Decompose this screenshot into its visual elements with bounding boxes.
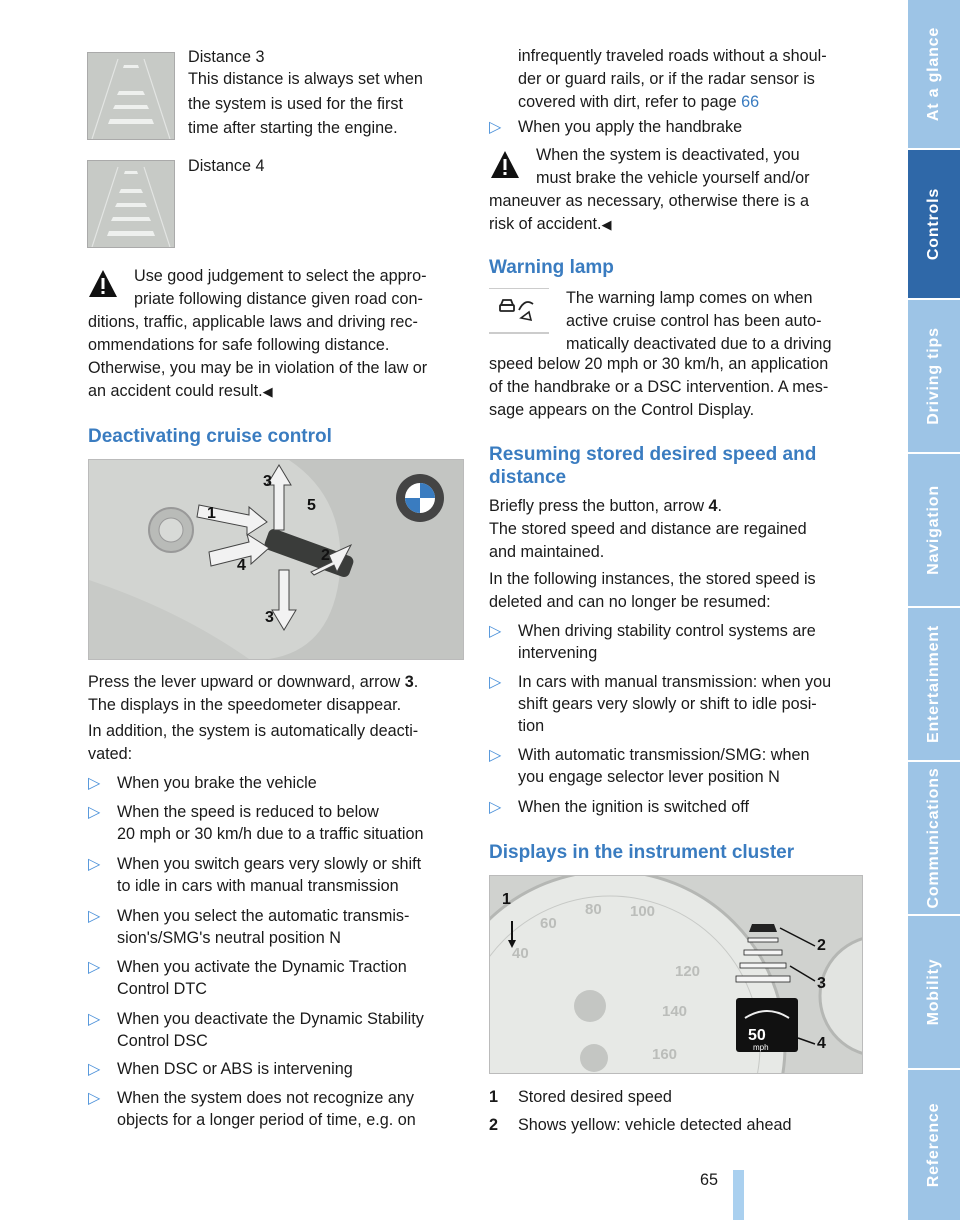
- list-item: ▷ When the system does not recognize any objects for a longer period of time, e.g. on: [88, 1089, 416, 1129]
- sidebar-tab-navigation[interactable]: Navigation: [908, 454, 960, 608]
- list-item: ▷ When you switch gears very slowly or shift to idle in cars with manual transmission: [88, 855, 422, 895]
- list-item: ▷ When you brake the vehicle: [88, 774, 317, 792]
- lever-label-3-bottom: 3: [265, 609, 274, 626]
- end-mark-icon: ◀: [262, 384, 273, 399]
- sidebar-tab-driving-tips[interactable]: Driving tips: [908, 300, 960, 454]
- warning1-line-5: Otherwise, you may be in violation of the law or: [88, 359, 428, 377]
- distance-3-desc-3: time after starting the engine.: [188, 119, 398, 137]
- displays-disappear-line: The displays in the speedometer disappear.: [88, 696, 402, 714]
- warning1-line-1: Use good judgement to select the appro-: [134, 267, 427, 285]
- cluster-label-4: 4: [817, 1035, 826, 1052]
- resume-p3-2: deleted and can no longer be resumed:: [489, 593, 771, 611]
- resume-p2-1: The stored speed and distance are regained: [489, 520, 807, 538]
- bullet-arrow-icon: ▷: [489, 798, 502, 816]
- warning2-line-3: maneuver as necessary, otherwise there is a: [489, 192, 810, 210]
- legend-item-1: 1: [489, 1088, 499, 1106]
- bullet-arrow-icon: ▷: [88, 803, 101, 821]
- warning1-line-4: ommendations for safe following distance.: [88, 336, 390, 354]
- cluster-speed: 50: [748, 1027, 766, 1044]
- distance-bars-icon: [88, 161, 174, 247]
- sidebar-tab-reference[interactable]: Reference: [908, 1070, 960, 1222]
- resume-p3-1: In the following instances, the stored speed is: [489, 570, 816, 588]
- page-number-bar: [733, 1170, 744, 1220]
- cluster-tick: 40: [512, 945, 529, 962]
- bullet-arrow-icon: ▷: [489, 746, 502, 764]
- addition-line-1: In addition, the system is automatically deacti-: [88, 722, 419, 740]
- list-item: ▷ When you select the automatic transmis- sion's/SMG's neutral position N: [88, 907, 410, 947]
- bullet-arrow-icon: ▷: [88, 774, 101, 792]
- warning-icon: [87, 267, 119, 301]
- cluster-tick: 60: [540, 915, 557, 932]
- warning1-line-2: priate following distance given road con-: [134, 290, 423, 308]
- legend-text-1: Stored desired speed: [518, 1088, 672, 1106]
- cluster-tick: 140: [662, 1003, 688, 1020]
- legend-text-2: Shows yellow: vehicle detected ahead: [518, 1116, 792, 1134]
- cluster-tick: 120: [675, 963, 701, 980]
- cluster-unit: mph: [753, 1043, 769, 1052]
- bullet-arrow-icon: ▷: [88, 1060, 101, 1078]
- bullet-arrow-icon: ▷: [489, 118, 502, 136]
- distance-3-desc-1: This distance is always set when: [188, 70, 423, 88]
- sidebar-tab-at-a-glance[interactable]: At a glance: [908, 0, 960, 150]
- warning1-line-6: an accident could result.◀: [88, 382, 273, 400]
- warning-lamp-heading: Warning lamp: [489, 257, 614, 278]
- bullet-arrow-icon: ▷: [88, 1010, 101, 1028]
- cluster-tick: 100: [630, 903, 656, 920]
- list-item: ▷ When driving stability control systems are intervening: [489, 622, 816, 662]
- list-item: ▷ With automatic transmission/SMG: when you engage selector lever position N: [489, 746, 810, 786]
- continued-line-2: der or guard rails, or if the radar sensor is: [518, 70, 815, 88]
- press-lever-line: Press the lever upward or downward, arrow 3.: [88, 673, 419, 691]
- page-number: 65: [700, 1171, 719, 1189]
- warning-icon: [489, 148, 521, 182]
- lamp-line-6: sage appears on the Control Display.: [489, 401, 755, 419]
- list-item: ▷ When you apply the handbrake: [489, 118, 743, 136]
- continued-line-3: covered with dirt, refer to page 66: [518, 93, 760, 111]
- lamp-line-2: active cruise control has been auto-: [566, 312, 822, 330]
- list-item: ▷ In cars with manual transmission: when you shift gears very slowly or shift to idle posi- tion: [489, 673, 832, 735]
- list-item: ▷ When the speed is reduced to below 20 mph or 30 km/h due to a traffic situation: [88, 803, 424, 843]
- instrument-cluster-image: [489, 875, 863, 1074]
- bullet-arrow-icon: ▷: [88, 855, 101, 873]
- sidebar-tab-mobility[interactable]: Mobility: [908, 916, 960, 1070]
- bullet-arrow-icon: ▷: [489, 622, 502, 640]
- chapter-sidebar: [908, 0, 960, 1220]
- list-item: ▷ When DSC or ABS is intervening: [88, 1060, 353, 1078]
- deactivating-heading: Deactivating cruise control: [88, 426, 332, 447]
- cruise-warning-lamp-icon: [489, 288, 549, 334]
- sidebar-tab-entertainment[interactable]: Entertainment: [908, 608, 960, 762]
- legend-item-2: 2: [489, 1116, 499, 1134]
- lever-diagram-illustration: [89, 460, 463, 659]
- displays-heading: Displays in the instrument cluster: [489, 842, 795, 863]
- warning2-line-2: must brake the vehicle yourself and/or: [536, 169, 810, 187]
- sidebar-tab-controls[interactable]: Controls: [908, 150, 960, 300]
- resume-heading-2: distance: [489, 467, 567, 488]
- bullet-arrow-icon: ▷: [88, 1089, 101, 1107]
- list-item: ▷ When the ignition is switched off: [489, 798, 749, 816]
- distance-3-title: Distance 3: [188, 48, 265, 66]
- lever-label-2: 2: [321, 547, 330, 564]
- lamp-line-5: of the handbrake or a DSC intervention. A mes-: [489, 378, 829, 396]
- resume-press-line: Briefly press the button, arrow 4.: [489, 497, 723, 515]
- lever-label-3-top: 3: [263, 473, 272, 490]
- lever-label-1: 1: [207, 505, 216, 522]
- bullet-arrow-icon: ▷: [88, 958, 101, 976]
- bullet-arrow-icon: ▷: [88, 907, 101, 925]
- continued-line-1: infrequently traveled roads without a shoul-: [518, 47, 827, 65]
- lamp-line-1: The warning lamp comes on when: [566, 289, 813, 307]
- cluster-tick: 160: [652, 1046, 678, 1063]
- cluster-label-1: 1: [502, 891, 511, 908]
- bullet-arrow-icon: ▷: [489, 673, 502, 691]
- distance-3-image: [87, 52, 175, 140]
- warning1-line-3: ditions, traffic, applicable laws and driving rec-: [88, 313, 418, 331]
- list-item: ▷ When you activate the Dynamic Traction Control DTC: [88, 958, 407, 998]
- cluster-illustration: [490, 876, 862, 1073]
- resume-heading-1: Resuming stored desired speed and: [489, 444, 817, 465]
- addition-line-2: vated:: [88, 745, 133, 763]
- resume-p2-2: and maintained.: [489, 543, 605, 561]
- distance-bars-icon: [88, 53, 174, 139]
- cluster-label-2: 2: [817, 937, 826, 954]
- cluster-label-3: 3: [817, 975, 826, 992]
- lever-label-5: 5: [307, 497, 316, 514]
- lamp-line-3: matically deactivated due to a driving: [566, 335, 832, 353]
- warning2-line-1: When the system is deactivated, you: [536, 146, 800, 164]
- sidebar-tab-communications[interactable]: Communications: [908, 762, 960, 916]
- warning2-line-4: risk of accident.◀: [489, 215, 612, 233]
- lamp-line-4: speed below 20 mph or 30 km/h, an application: [489, 355, 829, 373]
- distance-3-desc-2: the system is used for the first: [188, 95, 404, 113]
- lever-label-4: 4: [237, 557, 246, 574]
- list-item: ▷ When you deactivate the Dynamic Stability Control DSC: [88, 1010, 424, 1050]
- distance-4-image: [87, 160, 175, 248]
- end-mark-icon: ◀: [601, 217, 612, 232]
- distance-4-title: Distance 4: [188, 157, 265, 175]
- page-ref-link[interactable]: 66: [741, 93, 760, 111]
- lever-diagram: [88, 459, 464, 660]
- cluster-tick: 80: [585, 901, 602, 918]
